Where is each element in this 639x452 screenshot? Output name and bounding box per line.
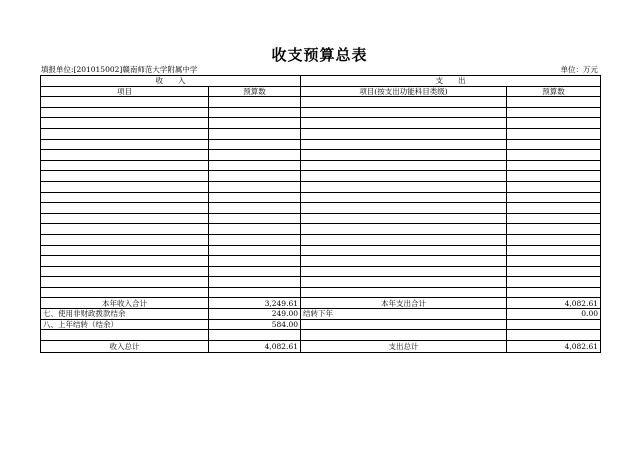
expense-value-cell: 0.00 — [507, 309, 601, 320]
expense-item-cell: 结转下年 — [301, 309, 507, 320]
empty-cell — [301, 160, 507, 171]
income-total-label: 收入总计 — [41, 340, 209, 352]
empty-cell — [301, 192, 507, 203]
empty-cell — [41, 97, 209, 108]
table-row — [41, 309, 601, 320]
empty-cell — [507, 107, 601, 118]
income-total-value: 4,082.61 — [209, 340, 301, 352]
empty-cell — [209, 213, 301, 224]
empty-cell — [209, 287, 301, 298]
empty-cell — [507, 118, 601, 129]
column-header-row — [41, 86, 601, 97]
table-row — [41, 256, 601, 267]
expense-item-cell — [301, 330, 507, 341]
empty-cell — [41, 181, 209, 192]
empty-cell — [41, 287, 209, 298]
expense-value-cell: 4,082.61 — [507, 298, 601, 309]
empty-cell — [301, 287, 507, 298]
empty-cell — [209, 245, 301, 256]
empty-cell — [507, 277, 601, 288]
table-row — [41, 107, 601, 118]
empty-cell — [507, 171, 601, 182]
income-value-cell: 3,249.61 — [209, 298, 301, 309]
empty-cell — [41, 171, 209, 182]
expense-total-value: 4,082.61 — [507, 340, 601, 352]
empty-cell — [301, 150, 507, 161]
income-value-cell: 249.00 — [209, 309, 301, 320]
empty-cell — [209, 118, 301, 129]
table-row — [41, 277, 601, 288]
empty-cell — [507, 224, 601, 235]
table-row — [41, 319, 601, 330]
empty-cell — [301, 256, 507, 267]
empty-cell — [507, 192, 601, 203]
empty-cell — [507, 181, 601, 192]
empty-cell — [301, 97, 507, 108]
table-row — [41, 234, 601, 245]
table-row — [41, 224, 601, 235]
empty-cell — [41, 266, 209, 277]
income-item-cell: 八、上年结转（结余） — [41, 319, 209, 330]
table-row — [41, 150, 601, 161]
expense-value-cell — [507, 319, 601, 330]
empty-cell — [507, 213, 601, 224]
table-row — [41, 203, 601, 214]
empty-cell — [301, 118, 507, 129]
income-item-cell — [41, 330, 209, 341]
empty-cell — [209, 171, 301, 182]
empty-cell — [209, 192, 301, 203]
empty-cell — [41, 224, 209, 235]
empty-cell — [301, 139, 507, 150]
table-row — [41, 213, 601, 224]
empty-cell — [209, 256, 301, 267]
empty-cell — [41, 139, 209, 150]
empty-cell — [301, 245, 507, 256]
empty-cell — [41, 256, 209, 267]
empty-cell — [41, 234, 209, 245]
currency-unit: 单位：万元 — [560, 65, 598, 74]
empty-cell — [41, 107, 209, 118]
empty-cell — [41, 150, 209, 161]
expense-item-cell — [301, 319, 507, 330]
income-value-cell: 584.00 — [209, 319, 301, 330]
empty-cell — [209, 97, 301, 108]
income-item-header: 项目 — [41, 86, 209, 97]
empty-cell — [507, 203, 601, 214]
empty-cell — [301, 234, 507, 245]
empty-cell — [507, 266, 601, 277]
empty-cell — [209, 266, 301, 277]
table-row — [41, 330, 601, 341]
empty-cell — [209, 160, 301, 171]
empty-cell — [301, 128, 507, 139]
empty-cell — [301, 181, 507, 192]
empty-cell — [41, 192, 209, 203]
empty-cell — [209, 107, 301, 118]
empty-cell — [301, 203, 507, 214]
empty-cell — [507, 139, 601, 150]
income-item-cell: 七、使用非财政拨款结余 — [41, 309, 209, 320]
empty-cell — [41, 277, 209, 288]
table-row — [41, 298, 601, 309]
empty-cell — [507, 160, 601, 171]
page-title: 收支预算总表 — [271, 46, 368, 64]
empty-cell — [41, 128, 209, 139]
empty-cell — [209, 181, 301, 192]
budget-summary-table — [40, 75, 601, 353]
expense-item-cell: 本年支出合计 — [301, 298, 507, 309]
table-row — [41, 118, 601, 129]
expense-budget-header: 预算数 — [507, 86, 601, 97]
reporting-unit: 填报单位:[201015002]赣南师范大学附属中学 — [41, 65, 198, 74]
income-value-cell — [209, 330, 301, 341]
expense-header: 支 出 — [301, 76, 601, 87]
empty-cell — [507, 234, 601, 245]
empty-cell — [41, 118, 209, 129]
empty-cell — [41, 213, 209, 224]
empty-cell — [507, 150, 601, 161]
table-row — [41, 128, 601, 139]
table-row — [41, 139, 601, 150]
empty-cell — [507, 128, 601, 139]
table-row — [41, 266, 601, 277]
empty-cell — [209, 277, 301, 288]
empty-cell — [507, 287, 601, 298]
empty-cell — [209, 224, 301, 235]
table-row — [41, 245, 601, 256]
table-row — [41, 171, 601, 182]
empty-cell — [301, 277, 507, 288]
table-row — [41, 181, 601, 192]
empty-cell — [41, 160, 209, 171]
empty-cell — [301, 107, 507, 118]
table-row — [41, 192, 601, 203]
income-header: 收 入 — [41, 76, 301, 87]
empty-cell — [507, 97, 601, 108]
table-row — [41, 97, 601, 108]
empty-cell — [209, 128, 301, 139]
expense-total-label: 支出总计 — [301, 340, 507, 352]
empty-cell — [301, 266, 507, 277]
empty-cell — [301, 224, 507, 235]
income-item-cell: 本年收入合计 — [41, 298, 209, 309]
empty-cell — [507, 245, 601, 256]
income-budget-header: 预算数 — [209, 86, 301, 97]
empty-cell — [41, 203, 209, 214]
table-row — [41, 340, 601, 352]
empty-cell — [209, 203, 301, 214]
empty-cell — [301, 171, 507, 182]
table-row — [41, 160, 601, 171]
empty-cell — [209, 139, 301, 150]
empty-cell — [209, 150, 301, 161]
expense-value-cell — [507, 330, 601, 341]
empty-cell — [507, 256, 601, 267]
expense-item-header: 项目(按支出功能科目类级) — [301, 86, 507, 97]
table-row — [41, 287, 601, 298]
empty-cell — [209, 234, 301, 245]
empty-cell — [301, 213, 507, 224]
empty-cell — [41, 245, 209, 256]
section-header-row — [41, 76, 601, 87]
